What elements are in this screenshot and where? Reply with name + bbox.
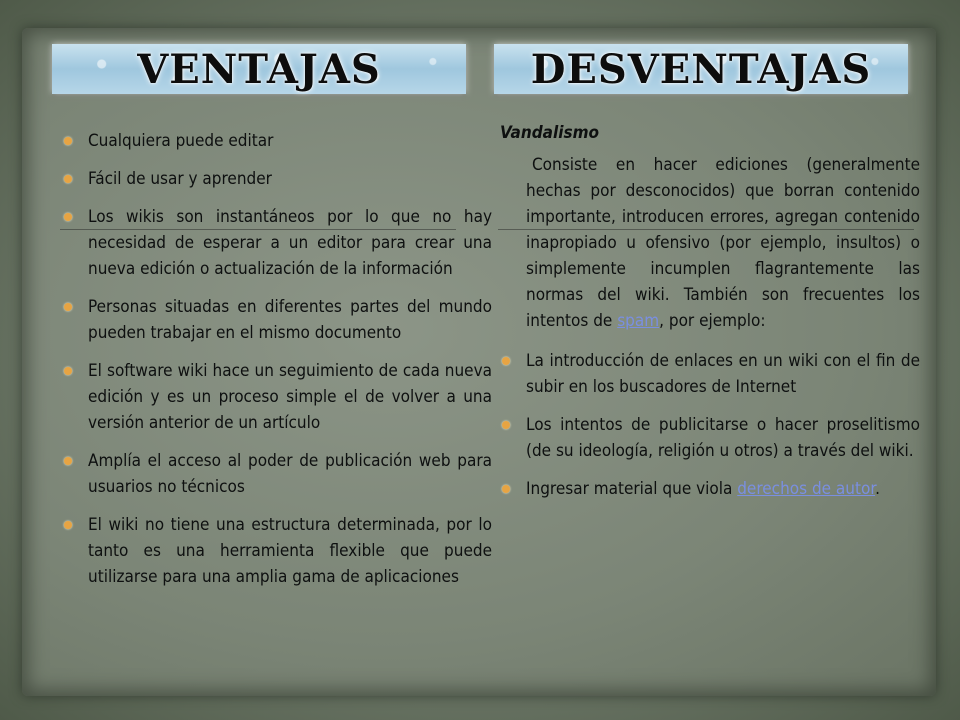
item-text: Amplía el acceso al poder de publicación web para usuarios no técnicos [88,451,492,497]
divider-line [60,229,456,230]
list-item [62,294,492,346]
bullet-icon [64,367,72,375]
desventajas-title: DESVENTAJAS [530,45,872,93]
paragraph-text: Consiste en hacer ediciones (generalmente hechas por desconocidos) que borran contenido importante, introducen errores, agregan contenido inapropiado u ofensivo (por ejemplo, insultos) o simplemente incumplen flagrantemente las normas del wiki. También son frecuentes los intentos de [526,155,920,331]
bullet-icon [64,521,72,529]
spam-link[interactable]: spam [617,311,660,331]
vandalismo-heading: Vandalismo [500,123,600,143]
ventajas-title: VENTAJAS [137,45,381,93]
vandalismo-paragraph [500,152,920,334]
list-item [62,166,492,192]
bullet-icon [64,303,72,311]
list-item [500,348,920,400]
bullet-icon [64,213,72,221]
item-text-end: . [875,479,880,499]
item-text: El wiki no tiene una estructura determinada, por lo tanto es una herramienta flexible que puede utilizarse para una amplia gama de aplicaciones [88,515,492,587]
derechos-de-autor-link[interactable]: derechos de autor [737,479,876,499]
desventajas-list [500,348,920,502]
desventajas-banner [494,44,908,94]
ventajas-banner [52,44,466,94]
list-item [500,412,920,464]
desventajas-column [500,120,920,514]
item-text: Cualquiera puede editar [88,131,274,151]
item-text: Personas situadas en diferentes partes del mundo pueden trabajar en el mismo documento [88,297,492,343]
list-item [62,128,492,154]
list-item [62,512,492,590]
item-text: El software wiki hace un seguimiento de cada nueva edición y es un proceso simple el de volver a una versión anterior de un artículo [88,361,492,433]
item-text: La introducción de enlaces en un wiki con el fin de subir en los buscadores de Internet [526,351,920,397]
list-item [500,476,920,502]
item-text: Fácil de usar y aprender [88,169,272,189]
ventajas-list [62,128,492,590]
ventajas-column [62,128,492,602]
item-text: Ingresar material que viola [526,479,738,499]
list-item [62,204,492,282]
list-item [62,358,492,436]
item-text: Los intentos de publicitarse o hacer proselitismo (de su ideología, religión u otros) a través del wiki. [526,415,920,461]
divider-line [498,229,914,230]
bullet-icon [502,357,510,365]
bullet-icon [64,137,72,145]
bullet-icon [502,421,510,429]
bullet-icon [64,457,72,465]
item-text: Los wikis son instantáneos por lo que no hay necesidad de esperar a un editor para crear una nueva edición o actualización de la información [88,207,492,279]
bullet-icon [502,485,510,493]
bullet-icon [64,175,72,183]
paragraph-text-end: , por ejemplo: [659,311,766,331]
list-item [62,448,492,500]
